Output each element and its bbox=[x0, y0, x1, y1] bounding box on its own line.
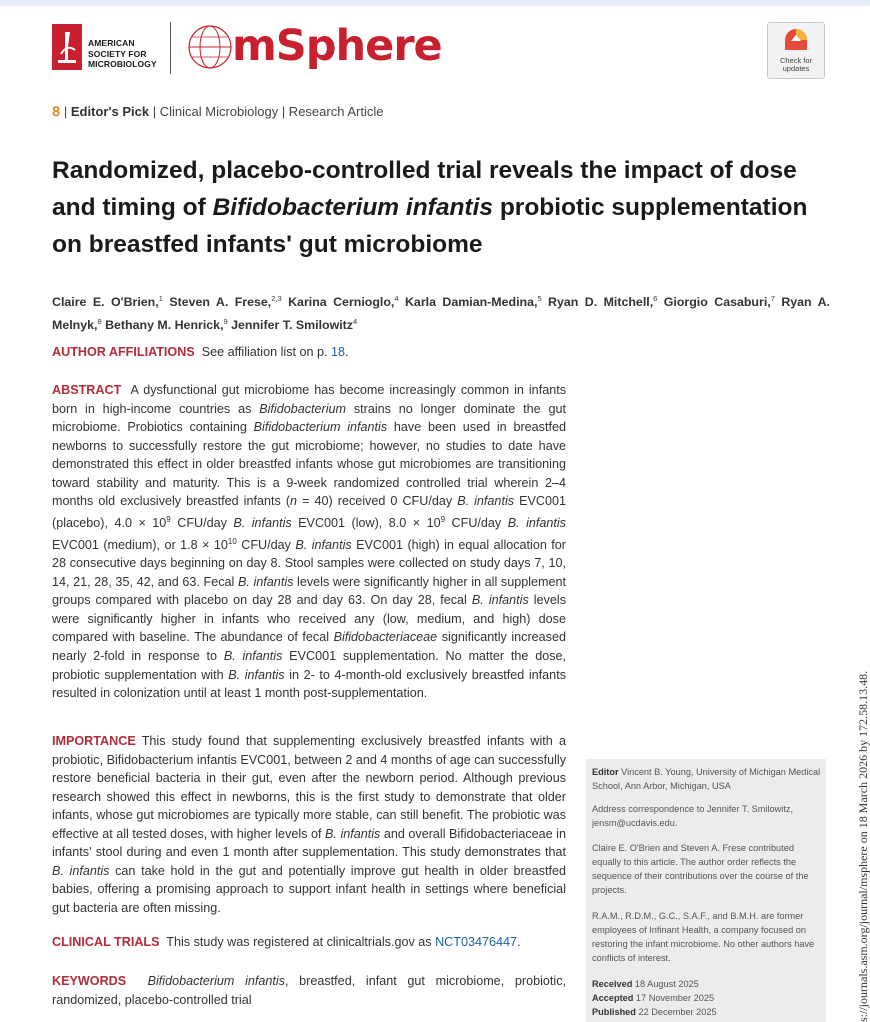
editor-note: Editor Vincent B. Young, University of Michigan Medical School, Ann Arbor, Michigan, USA bbox=[592, 767, 821, 791]
author[interactable]: Ryan A. Melnyk,$^8$ bbox=[52, 295, 830, 333]
open-access-icon: 𝟪 bbox=[52, 104, 61, 119]
author[interactable]: Bethany M. Henrick,$^9$ bbox=[105, 317, 228, 333]
download-margin-note: s://journals.asm.org/journal/msphere on 18 March 2026 by 172.58.13.48. bbox=[856, 670, 870, 1022]
asm-microscope-logo bbox=[52, 24, 82, 70]
abstract-label: ABSTRACT bbox=[52, 383, 122, 397]
author[interactable]: Jennifer T. Smilowitz$^4$ bbox=[231, 317, 358, 333]
keywords: KEYWORDS Bifidobacterium infantis, breastfed, infant gut microbiome, probiotic, randomized, placebo-controlled trial bbox=[52, 974, 566, 1007]
author[interactable]: Claire E. O'Brien,$^1$ bbox=[52, 294, 163, 310]
author[interactable]: Steven A. Frese,$^{2,3}$ bbox=[169, 294, 282, 310]
msphere-globe-icon bbox=[185, 22, 235, 72]
clinical-trials: CLINICAL TRIALS This study was registered at clinicaltrials.gov as NCT03476447. bbox=[52, 935, 521, 949]
author[interactable]: Karla Damian-Medina,$^5$ bbox=[404, 294, 542, 310]
journal-name: mSphere bbox=[232, 21, 442, 71]
conflict-note: R.A.M., R.D.M., G.C., S.A.F., and B.M.H. are former employees of Infinant Health, a company focused on restoring the infant microbiome. No other authors have conflicts of interest. bbox=[592, 911, 815, 963]
publisher-name: AMERICAN SOCIETY FOR MICROBIOLOGY bbox=[88, 38, 157, 69]
check-for-updates-button[interactable] bbox=[767, 22, 825, 79]
trial-registration-link[interactable]: NCT03476447 bbox=[435, 935, 517, 949]
affiliation-page-link[interactable]: 18 bbox=[331, 345, 346, 359]
article-tagline: 𝟪 | Editor's Pick | Clinical Microbiology | Research Article bbox=[52, 104, 384, 119]
article-title: Randomized, placebo-controlled trial reveals the impact of dose and timing of Bifidobacterium infantis probiotic supplementation on breastfed infants' gut microbiome bbox=[52, 157, 808, 258]
author[interactable]: Giorgio Casaburi,$^7$ bbox=[663, 294, 775, 310]
importance-label: IMPORTANCE bbox=[52, 734, 136, 748]
author[interactable]: Karina Cernioglo,$^4$ bbox=[288, 294, 399, 310]
accepted-date: Accepted 17 November 2025 bbox=[592, 993, 715, 1003]
correspondence-note: Address correspondence to Jennifer T. Smilowitz, jensm@ucdavis.edu. bbox=[592, 804, 794, 828]
check-updates-label: Check for bbox=[779, 56, 813, 65]
abstract: ABSTRACT A dysfunctional gut microbiome has become increasingly common in infants born in high-income countries as Bifidobacterium strains no longer dominate the gut microbiome. Probiotics containing Bifidobacterium infantis have been used in breastfed newborns to successfully restore the gut microbiome; however, no studies to date have demonstrated this effect in older breastfed infants whose gut microbiomes are transitioning toward stability and maturity. This is a 9-week randomized controlled trial wherein 2–4 months old exclusively breastfed infants (n = 40) received 0 CFU/day B. infantis EVC001 (placebo), $4.0 \times 10^9$ CFU/day B. infantis EVC001 (low), $8.0 \times 10^9$ CFU/day B. infantis EVC001 (medium), or $1.8 \times 10^{10}$ CFU/day B. infantis EVC001 (high) in equal allocation for 28 consecutive days beginning on day 8. Stool samples were collected on study days 7, 10, 14, 21, 28, 35, 42, and 63. Fecal B. infantis levels were significantly higher in all supplement groups compared with placebo on day 28 and day 63. On day 28, fecal B. infantis levels were significantly higher in infants who received any (low, medium, and high) dose compared with baseline. The abundance of fecal Bifidobacteriaceae significantly increased nearly 2-fold in response to B. infantis EVC001 supplementation. No matter the dose, probiotic supplementation with B. infantis in 2- to 4-month-old exclusively breastfed infants resulted in colonization until at least 1 month post-supplementation. bbox=[52, 383, 567, 701]
received-date: Received 18 August 2025 bbox=[592, 979, 699, 989]
check-updates-label: updates bbox=[782, 64, 810, 73]
clinical-trials-label: CLINICAL TRIALS bbox=[52, 935, 160, 949]
author[interactable]: Ryan D. Mitchell,$^6$ bbox=[548, 294, 658, 310]
keywords-label: KEYWORDS bbox=[52, 974, 127, 988]
logo-divider bbox=[170, 22, 171, 74]
affiliations-label[interactable]: AUTHOR AFFILIATIONS bbox=[52, 345, 195, 359]
published-date: Published 22 December 2025 bbox=[592, 1007, 717, 1017]
author-list bbox=[52, 289, 830, 335]
contribution-note: Claire E. O'Brien and Steven A. Frese contributed equally to this article. The author order reflects the sequence of their contributions over the course of the projects. bbox=[592, 843, 809, 895]
article-info-sidebar bbox=[586, 759, 826, 1022]
author-affiliations: AUTHOR AFFILIATIONS See affiliation list on p. 18. bbox=[52, 345, 349, 359]
top-bar bbox=[0, 0, 870, 6]
article-category: | Clinical Microbiology | Research Article bbox=[149, 104, 384, 119]
importance: IMPORTANCE This study found that supplementing exclusively breastfed infants with a probiotic, Bifidobacterium infantis EVC001, between 2 and 4 months of age can successfully restore beneficial bacteria in their gut, even after the newborn period. Although previous research showed this effect in newborns, this is the first study to demonstrate that older infants, whose gut microbiomes are typically more stable, can still benefit. The probiotic was effective at all tested doses, with higher levels of B. infantis and overall Bifidobacteriaceae in infants' stool during and even 1 month after supplementation. This study demonstrates that B. infantis can take hold in the gut and potentially improve gut health in older breastfed babies, offering a promising approach to support infant health in settings where beneficial gut bacteria are often missing. bbox=[52, 734, 566, 915]
editors-pick-label: Editor's Pick bbox=[70, 104, 150, 119]
check-updates-icon bbox=[784, 28, 808, 54]
